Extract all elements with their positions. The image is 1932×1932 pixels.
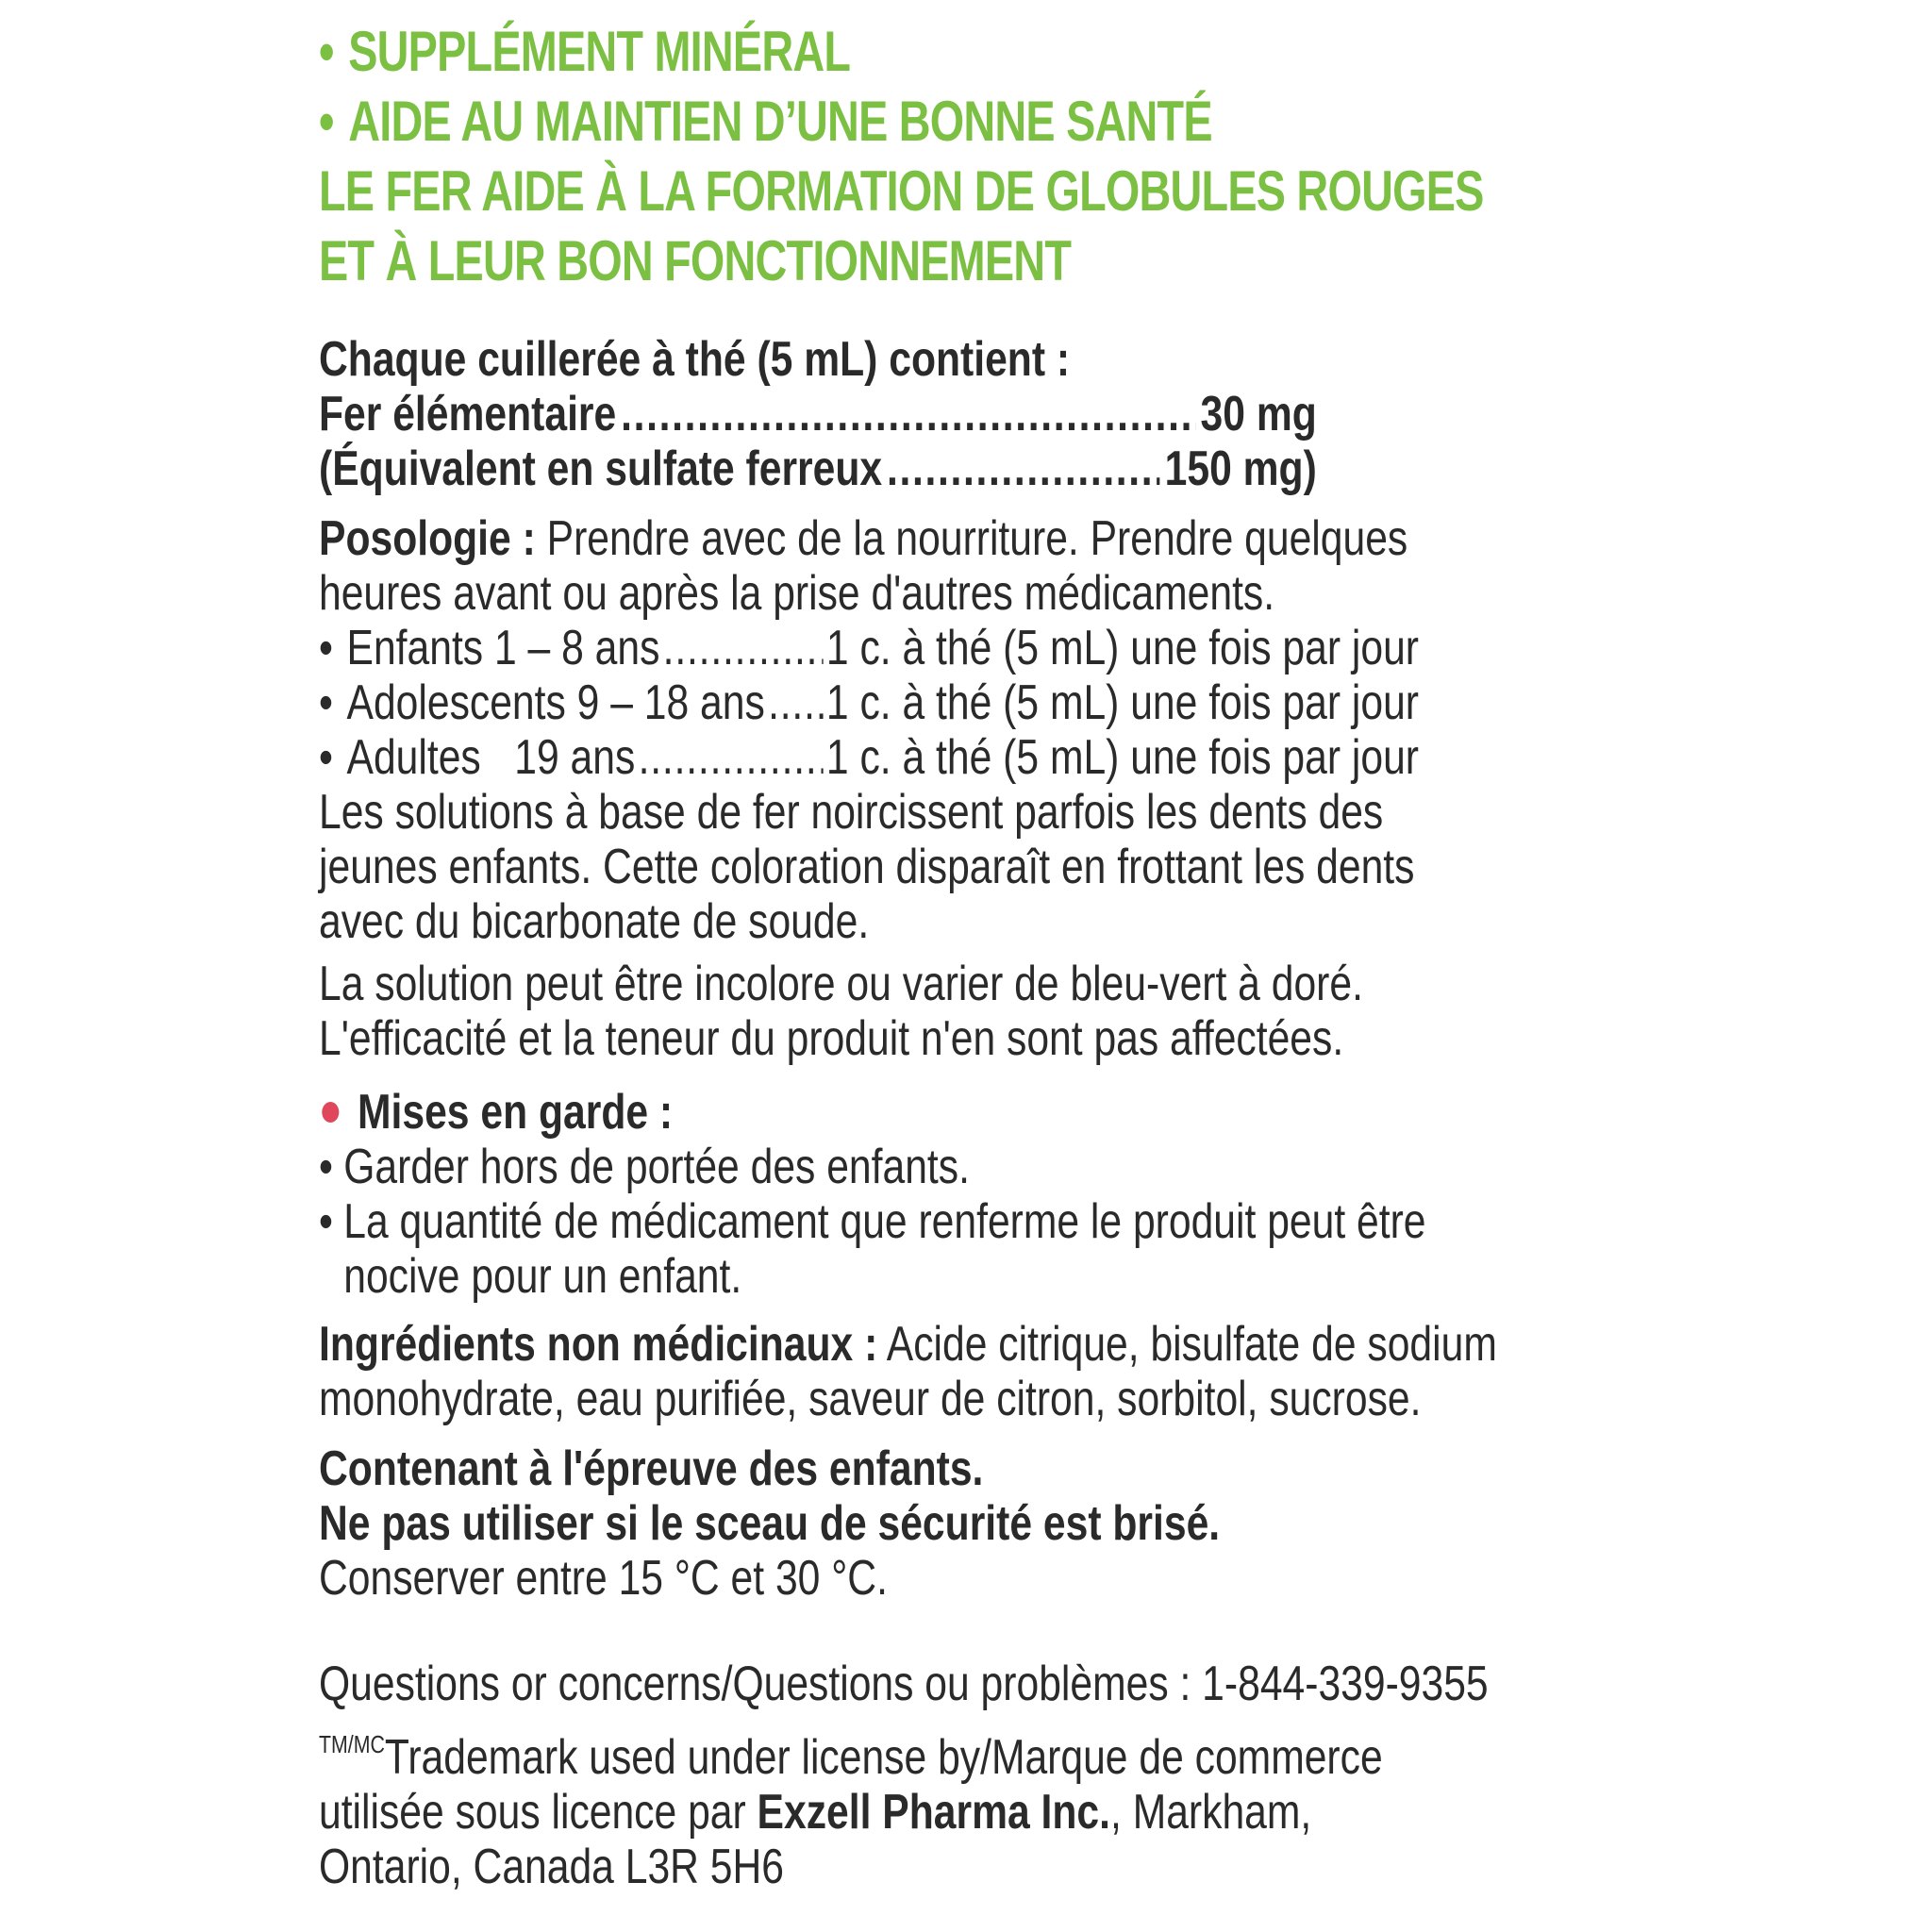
- composition-row: Fer élémentaire ..... 30 mg: [319, 387, 1317, 441]
- warning-item: nocive pour un enfant.: [343, 1249, 742, 1304]
- dosage-row: • Adolescents 9 – 18 ans ..... 1 c. à thé (5 mL) une fois par jour: [319, 675, 1658, 730]
- composition-row: (Équivalent en sulfate ferreux ..... 150 mg): [319, 441, 1317, 496]
- contact-line: Questions or concerns/Questions ou problèmes : 1-844-339-9355: [319, 1657, 1489, 1711]
- contact-section: Questions or concerns/Questions ou problèmes : 1-844-339-9355 $^{TM/MC}$Trademark used under license by/Marque de commerce utilisée sous licence par Exzell Pharma Inc., Markham, Ontario, Canada L3R 5H6: [319, 1657, 1658, 1894]
- label-body: [319, 332, 1658, 1894]
- dosage-note-line: L'efficacité et la teneur du produit n'en sont pas affectées.: [319, 1011, 1344, 1066]
- claim-statement-line: LE FER AIDE À LA FORMATION DE GLOBULES ROUGES: [319, 159, 1484, 223]
- dosage-note-line: jeunes enfants. Cette coloration disparaît en frottant les dents: [319, 840, 1415, 894]
- warnings-heading: Mises en garde :: [358, 1085, 674, 1140]
- product-label: [319, 17, 1658, 1894]
- claim-item: • SUPPLÉMENT MINÉRAL: [319, 20, 851, 83]
- dosage-note-line: La solution peut être incolore ou varier de bleu-vert à doré.: [319, 957, 1363, 1011]
- ingredients-label: Ingrédients non médicinaux :: [319, 1317, 878, 1372]
- warning-item: • La quantité de médicament que renferme le produit peut être: [319, 1194, 1426, 1249]
- dosage-note-line: Les solutions à base de fer noircissent parfois les dents des: [319, 785, 1384, 840]
- dosage-row: • Adultes 19 ans ..... 1 c. à thé (5 mL) une fois par jour: [319, 730, 1658, 785]
- composition-section: [319, 332, 1658, 496]
- trademark-symbol: TM/MC: [319, 1730, 385, 1758]
- dosage-label: Posologie :: [319, 511, 536, 566]
- warning-item: • Garder hors de portée des enfants.: [319, 1140, 970, 1194]
- dosage-section: Posologie : Prendre avec de la nourriture. Prendre quelques heures avant ou après la prise d'autres médicaments. • Enfants 1 – 8 ans ..... 1 c. à thé (5 mL) une fois par jour • Adolescents 9 – 18 ans ..... 1 c. à thé (5 mL) une fois par jour • Adultes 19 ans ..... 1 c. à thé (5 mL) une fois par jour Les solutions à base de fer noircissent parfois les dents des jeunes enfants. Cette coloration disparaît en frottant les dents avec du bicarbonate de soude. La solution peut être incolore ou varier de bleu-vert à doré. L'efficacité et la teneur du produit n'en sont pas affectées.: [319, 511, 1658, 1066]
- ingredients-section: Ingrédients non médicinaux : Acide citrique, bisulfate de sodium monohydrate, eau purifiée, saveur de citron, sorbitol, sucrose.: [319, 1317, 1497, 1426]
- dosage-row: • Enfants 1 – 8 ans ..... 1 c. à thé (5 mL) une fois par jour: [319, 621, 1658, 675]
- claim-item: • AIDE AU MAINTIEN D’UNE BONNE SANTÉ: [319, 90, 1212, 153]
- claims-section: [319, 17, 1658, 296]
- company-name: Exzell Pharma Inc.: [757, 1785, 1111, 1840]
- warning-dot-icon: [322, 1102, 339, 1123]
- composition-heading: Chaque cuillerée à thé (5 mL) contient :: [319, 332, 1071, 387]
- warnings-section: [319, 1085, 1658, 1304]
- dosage-note-line: avec du bicarbonate de soude.: [319, 894, 870, 949]
- storage-section: Contenant à l'épreuve des enfants. Ne pas utiliser si le sceau de sécurité est brisé. Conserver entre 15 °C et 30 °C.: [319, 1441, 1221, 1606]
- claim-statement-line: ET À LEUR BON FONCTIONNEMENT: [319, 229, 1072, 292]
